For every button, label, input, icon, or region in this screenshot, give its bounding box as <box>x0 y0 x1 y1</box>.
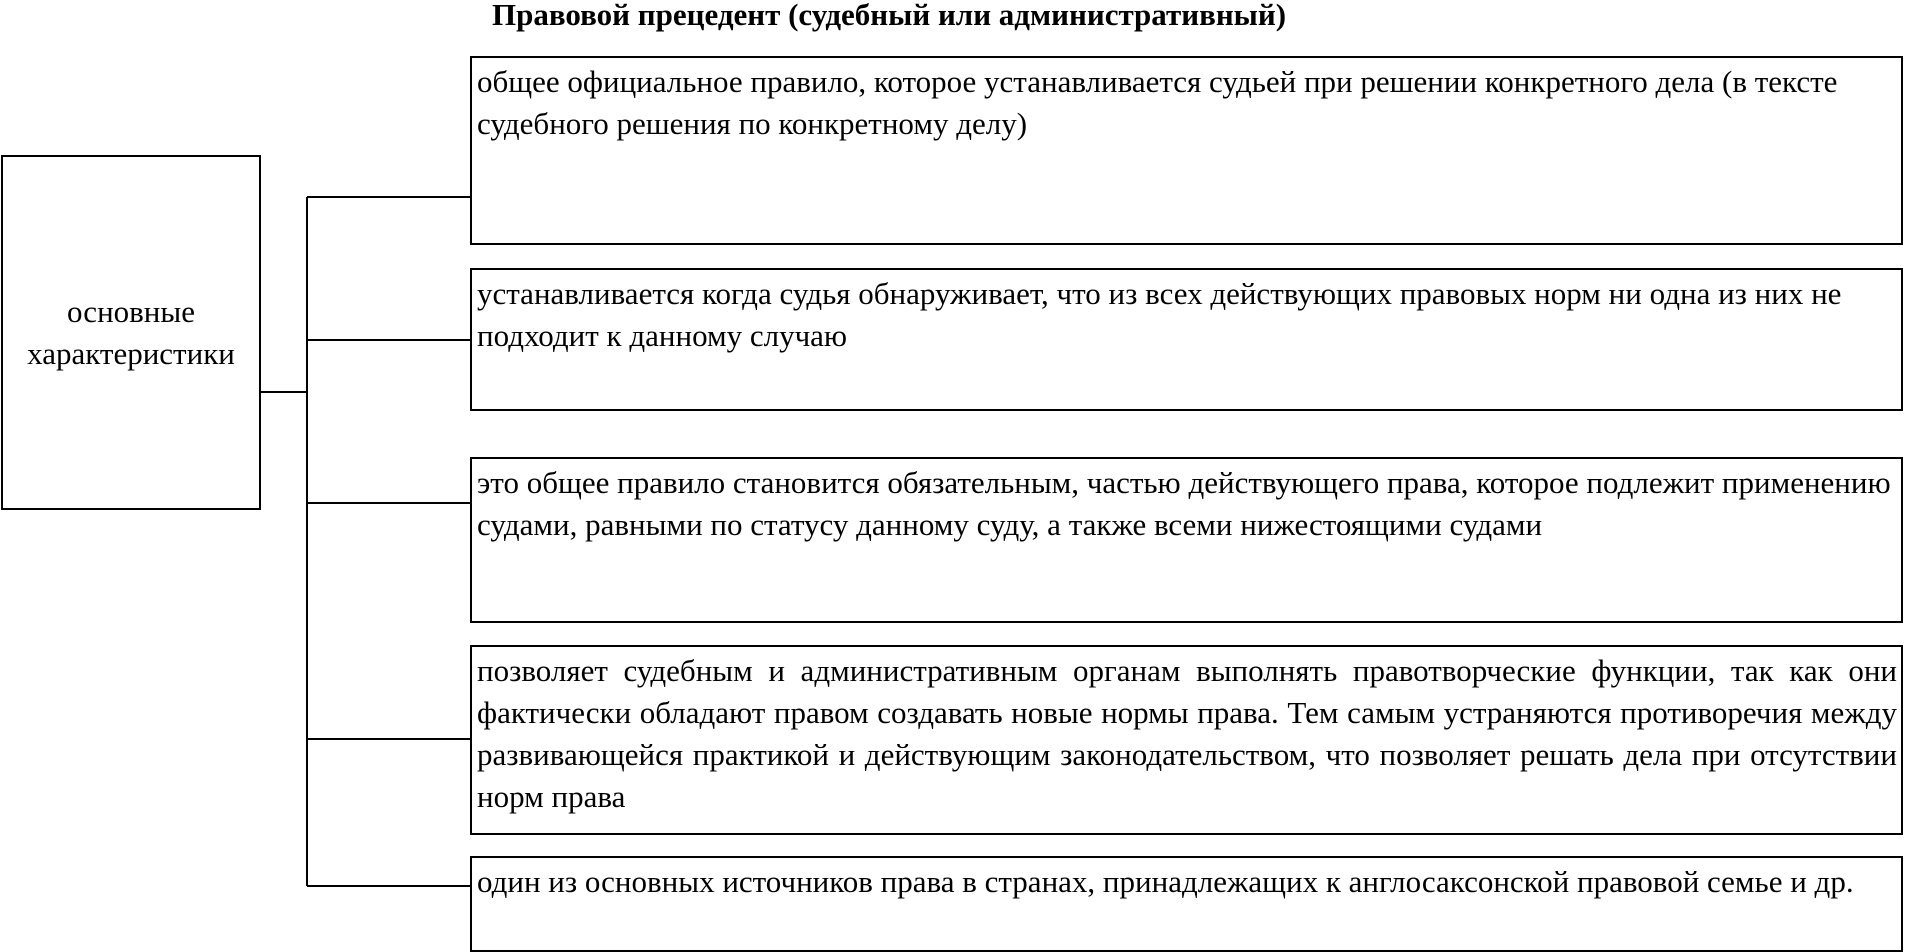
characteristic-box-4: позволяет судебным и административным органам выполнять правотворческие функции, так как они фактически обладают правом создавать новые нормы права. Тем самым устраняются противоречия между развивающейся практикой и действующим законодательством, что позволяет решать дела при отсутствии норм права <box>470 645 1903 835</box>
characteristic-box-5: один из основных источников права в странах, принадлежащих к англосаксонской правовой семье и др. <box>470 856 1903 952</box>
main-characteristics-line-1: основные <box>67 293 195 329</box>
main-characteristics-label <box>27 291 235 375</box>
characteristic-box-2: устанавливается когда судья обнаруживает, что из всех действующих правовых норм ни одна из них не подходит к данному случаю <box>470 268 1903 411</box>
characteristic-box-1: общее официальное правило, которое устанавливается судьей при решении конкретного дела (в тексте судебного решения по конкретному делу) <box>470 56 1903 245</box>
characteristic-box-3: это общее правило становится обязательным, частью действующего права, которое подлежит применению судами, равными по статусу данному суду, а также всеми нижестоящими судами <box>470 457 1903 623</box>
main-characteristics-line-2: характеристики <box>27 335 235 371</box>
main-characteristics-box <box>1 155 261 510</box>
diagram-title: Правовой прецедент (судебный или административный) <box>492 0 1287 32</box>
